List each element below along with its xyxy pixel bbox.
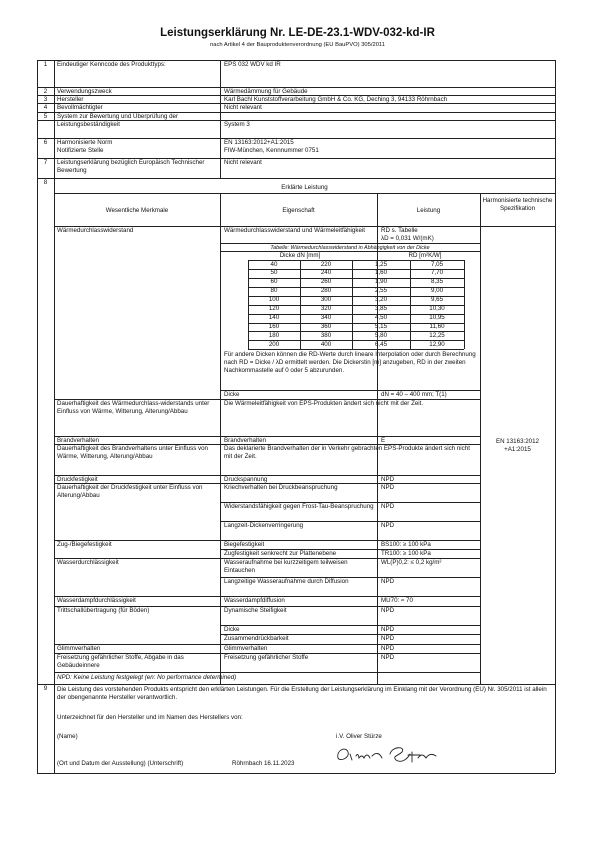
- thickness-cell: 160: [268, 322, 280, 330]
- thickness-cell: 6,45: [374, 340, 388, 348]
- table-head: Dicke dN [mm]: [279, 252, 321, 259]
- leistung-value: NPD: [381, 607, 395, 614]
- thickness-cell: 360: [320, 322, 332, 330]
- thickness-cell: 280: [320, 287, 332, 295]
- merkmal-label: Druckfestigkeit: [57, 476, 98, 483]
- eigenschaft-label: Kriechverhalten bei Druckbeanspruchung: [224, 484, 338, 491]
- merkmal-label: Dauerhaftigkeit des Brandverhaltens unter Einfluss von Wärme, Witterung, Alterung/Abbau: [57, 445, 208, 460]
- row-line: [54, 193, 220, 194]
- npd-note: NPD: Keine Leistung festgelegt (en: No performance determined): [57, 674, 237, 681]
- eigenschaft-label: Das deklarierte Brandverhalten der in Verkehr gebrachten EPS-Produkte ändert sich nicht mit der Zeit.: [224, 445, 470, 460]
- leistung-value: NPD: [381, 635, 395, 642]
- row-number: 2: [43, 88, 48, 95]
- row-line: [37, 138, 555, 139]
- leistung-value: WL(P)0,2: ≤ 0,2 kg/m²: [381, 559, 442, 566]
- row-value: Wärmedämmung für Gebäude: [224, 88, 308, 95]
- col-header: Harmonisierte technische Spezifikation: [482, 197, 553, 212]
- thickness-cell: 5,15: [374, 322, 388, 330]
- dicke-label: Dicke: [224, 391, 240, 398]
- row-label: Harmonisierte Norm: [57, 139, 113, 146]
- merkmal-label: Trittschallübertragung (für Böden): [57, 607, 150, 614]
- leistung-value: NPD: [381, 503, 395, 510]
- row-label: Hersteller: [57, 96, 84, 103]
- dicke-value: dN = 40 – 400 mm; T(1): [381, 391, 447, 398]
- eigenschaft-label: Wasserdampfdiffusion: [224, 597, 285, 604]
- thickness-cell: 380: [320, 331, 332, 339]
- merkmal-label: Wasserdurchlässigkeit: [57, 559, 119, 566]
- frame-bottom-line: [37, 773, 555, 774]
- thickness-cell: 8,35: [430, 278, 444, 286]
- merkmal-label: Glimmverhalten: [57, 645, 101, 652]
- row-label: Bevollmächtigter: [57, 104, 103, 111]
- thickness-cell: 7,05: [430, 260, 444, 268]
- name-label: (Name): [57, 733, 78, 740]
- row-label-2: Notifizierte Stelle: [57, 147, 104, 154]
- leistung-value: TR100: ≥ 100 kPa: [381, 550, 431, 557]
- thickness-cell: 1,90: [374, 278, 388, 286]
- eigenschaft-label: Glimmverhalten: [224, 645, 268, 652]
- thickness-cell: 9,00: [430, 287, 444, 295]
- thickness-cell: 12,25: [429, 331, 445, 339]
- leistung-value: NPD: [381, 654, 395, 661]
- leistung-value: NPD: [381, 626, 395, 633]
- thickness-cell: 320: [320, 305, 332, 312]
- thickness-cell: 140: [268, 313, 280, 321]
- row-label: Leistungserklärung bezüglich Europäisch Technischer Bewertung: [57, 159, 205, 174]
- row-line: [37, 684, 555, 685]
- thickness-cell: 11,60: [429, 322, 445, 330]
- thickness-cell: 10,95: [429, 313, 445, 321]
- row-number: 5: [43, 113, 48, 120]
- col-header: Eigenschaft: [282, 207, 315, 214]
- thickness-col-line: [352, 260, 353, 349]
- row-line: [220, 193, 555, 194]
- thickness-cell: 60: [270, 278, 278, 286]
- leistung-value: NPD: [381, 578, 395, 585]
- row-value: EPS 032 WDV kd IR: [224, 61, 281, 68]
- eigenschaft-label: Wasseraufnahme bei kurzzeitigem teilweisen Eintauchen: [224, 559, 348, 574]
- perf-label: λD = 0,031 W/(mK): [381, 235, 434, 242]
- merkmal-label: Zug-/Biegefestigkeit: [57, 541, 112, 548]
- eigenschaft-label: Dicke: [224, 626, 240, 633]
- eigenschaft-label: Langzeitige Wasseraufnahme durch Diffusion: [224, 578, 349, 585]
- page-title: Leistungserklärung Nr. LE-DE-23.1-WDV-032-kd-IR: [160, 27, 435, 39]
- row-value: EN 13163:2012+A1:2015: [224, 139, 294, 146]
- item-row-line: [54, 672, 480, 673]
- signed-for-text: Unterzeichnet für den Hersteller und im Namen des Herstellers von:: [57, 714, 243, 721]
- merkmal-label: Wasserdampfdurchlässigkeit: [57, 597, 136, 604]
- row-number: 4: [43, 104, 48, 111]
- thickness-cell: 340: [320, 313, 332, 321]
- thickness-cell: 50: [270, 269, 278, 277]
- frame-right-line: [555, 60, 556, 773]
- thickness-cell: 220: [320, 260, 332, 268]
- thickness-cell: 5,80: [374, 331, 388, 339]
- row-number: 1: [43, 61, 48, 68]
- eigenschaft-label: Zusammendrückbarkeit: [224, 635, 289, 642]
- merkmal-label: Brandverhalten: [57, 437, 99, 444]
- leistung-value: BS100: ≥ 100 kPa: [381, 541, 431, 548]
- row-number: 7: [43, 159, 48, 166]
- eigenschaft-label: Zugfestigkeit senkrecht zur Plattenebene: [224, 550, 337, 557]
- eigenschaft-label: Druckspannung: [224, 476, 268, 483]
- thickness-col-line: [464, 260, 465, 349]
- section8-col-line: [220, 193, 221, 684]
- thickness-cell: 3,85: [374, 305, 388, 312]
- place-label: (Ort und Datum der Ausstellung) (Unterschrift): [57, 760, 184, 767]
- merkmal-label: Dauerhaftigkeit des Wärmedurchlass-widerstands unter Einfluss von Wärme, Witterung, Alterung/Abbau: [57, 400, 210, 415]
- row-value: Karl Bachl Kunststoffverarbeitung GmbH & Co. KG, Deching 3, 94133 Röhrnbach: [224, 96, 448, 103]
- leistung-value: NPD: [381, 476, 395, 483]
- harmonised-spec: EN 13163:2012 +A1:2015: [495, 438, 539, 453]
- table-note: Für andere Dicken können die RD-Werte durch lineare Interpolation oder durch Berechnung nach RD = Dicke / λD ermittelt werden. Die Dickerstin [m] anzugeben, RD in der zweiten Nachkommastelle auf 0 oder 5 abzurunden.: [224, 351, 476, 374]
- eigenschaft-label: Widerstandsfähigkeit gegen Frost-Tau-Beanspruchung: [224, 503, 374, 510]
- leistung-value: MU70: ≈ 70: [381, 597, 413, 604]
- leistung-value: NPD: [381, 484, 395, 491]
- row-line: [37, 178, 555, 179]
- row-number: 3: [43, 96, 48, 103]
- thickness-cell: 180: [268, 331, 280, 339]
- eigenschaft-label: Freisetzung gefährlicher Stoffe: [224, 654, 309, 661]
- row-number: 6: [43, 139, 48, 146]
- row-value: Nicht relevant: [224, 104, 262, 111]
- leistung-value: NPD: [381, 645, 395, 652]
- leistung-value: NPD: [381, 522, 395, 529]
- thickness-cell: 1,60: [374, 269, 388, 277]
- place-date: Röhrnbach 16.11.2023: [232, 760, 295, 767]
- thickness-cell: 100: [268, 296, 280, 304]
- leistung-value: E: [381, 437, 386, 444]
- thickness-cell: 300: [320, 296, 332, 304]
- thickness-cell: 1,25: [374, 260, 388, 268]
- thickness-cell: 260: [320, 278, 332, 286]
- thickness-cell: 80: [270, 287, 278, 295]
- merkmal-label: Freisetzung gefährlicher Stoffe, Abgabe in das Gebäudeinnere: [57, 654, 184, 669]
- row-value-2: FIW-München, Kennnummer 0751: [224, 147, 319, 154]
- row-value: Nicht relevant: [224, 159, 262, 166]
- thickness-cell: 2,55: [374, 287, 388, 295]
- thickness-cell: 12,90: [429, 340, 445, 348]
- row-label: Verwendungszweck: [57, 88, 112, 95]
- eig-label: Wärmedurchlasswiderstand und Wärmeleitfähigkeit: [224, 227, 365, 234]
- signature-image: [332, 740, 442, 768]
- page-subtitle: nach Artikel 4 der Bauproduktenverordnung (EU BauPVO) 305/2011: [210, 42, 385, 48]
- row-label: Eindeutiger Kenncode des Produkttyps:: [57, 61, 166, 68]
- number-column-line: [54, 60, 55, 773]
- row-number: 9: [43, 685, 48, 692]
- thickness-cell: 200: [268, 340, 280, 348]
- eigenschaft-label: Die Wärmeleitfähigkeit von EPS-Produkten ändert sich nicht mit der Zeit.: [224, 400, 424, 407]
- declaration-text: Die Leistung des vorstehenden Produkts entspricht den erklärten Leistungen. Für die Erstellung der Leistungserklärung im Einklang mit der Verordnung (EU) Nr. 305/2011 ist allein der obengenannte Hersteller verantwortlich.: [57, 686, 547, 701]
- eigenschaft-label: Dynamische Steifigkeit: [224, 607, 287, 614]
- thickness-cell: 120: [268, 305, 280, 312]
- header-rows-divider: [220, 60, 221, 178]
- merkmal-label: Dauerhaftigkeit der Druckfestigkeit unter Einfluss von Alterung/Abbau: [57, 484, 203, 499]
- thickness-cell: 400: [320, 340, 332, 348]
- eigenschaft-label: Langzeit-Dickenverringerung: [224, 522, 304, 529]
- row-value: System 3: [224, 121, 250, 128]
- thickness-col-line: [410, 260, 411, 349]
- col-header: Wesentliche Merkmale: [105, 207, 169, 214]
- thickness-cell: 10,30: [429, 305, 445, 312]
- table-caption: Tabelle: Wärmedurchlasswiderstand in Abhängigkeit von der Dicke: [270, 245, 430, 251]
- section8-col-line: [480, 193, 481, 684]
- thickness-cell: 240: [320, 269, 332, 277]
- thickness-col-line: [300, 260, 301, 349]
- thickness-cell: 7,70: [430, 269, 444, 277]
- col-header: Leistung: [416, 207, 441, 214]
- eigenschaft-label: Biegefestigkeit: [224, 541, 265, 548]
- thickness-cell: 9,65: [430, 296, 444, 304]
- thickness-cell: 3,20: [374, 296, 388, 304]
- perf-label: RD s. Tabelle: [381, 227, 418, 234]
- thickness-cell: 40: [270, 260, 278, 268]
- eigenschaft-label: Brandverhalten: [224, 437, 266, 444]
- section8-heading: Erklärte Leistung: [281, 184, 328, 191]
- row-label: System zur Bewertung und Überprüfung der Leistungsbeständigkeit: [57, 113, 179, 128]
- name-value: i.V. Oliver Stürze: [336, 733, 382, 740]
- row-number: 8: [43, 179, 48, 186]
- thickness-cell: 4,50: [374, 313, 388, 321]
- thickness-col-line: [248, 260, 249, 349]
- table-head: RD [m²K/W]: [408, 252, 442, 259]
- merkmal-label: Wärmedurchlasswiderstand: [57, 227, 134, 234]
